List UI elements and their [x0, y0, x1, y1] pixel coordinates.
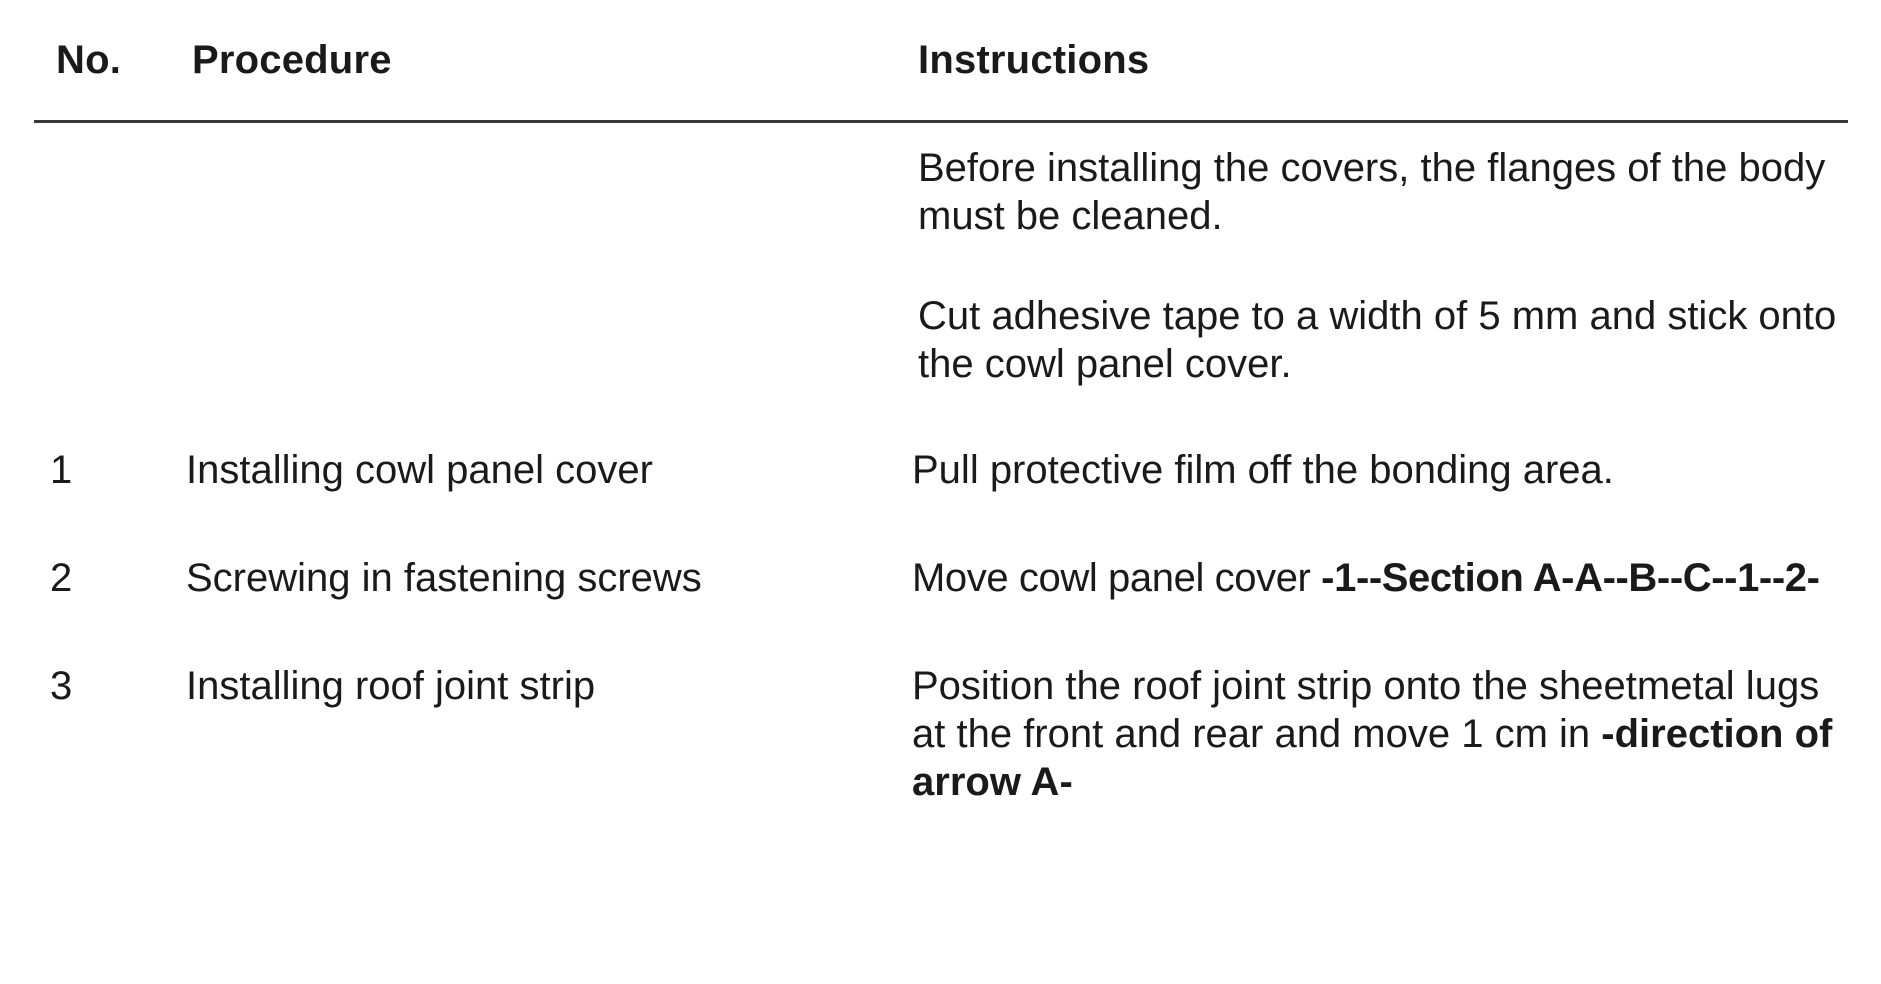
row-instruction	[912, 554, 1820, 602]
pre-note-adhesive-tape: Cut adhesive tape to a width of 5 mm and stick onto the cowl panel cover.	[918, 294, 1837, 386]
row-number: 2	[50, 556, 73, 600]
row-procedure: Installing roof joint strip	[186, 664, 596, 708]
row-instruction-reference: -direction of arrow A-	[912, 712, 1833, 804]
row-instruction	[912, 662, 1842, 806]
row-instruction-reference: -1--Section A-A--B--C--1--2-	[1321, 556, 1820, 600]
header-no: No.	[56, 38, 122, 82]
row-number: 3	[50, 664, 73, 708]
header-instructions: Instructions	[918, 38, 1150, 82]
row-number: 1	[50, 448, 73, 492]
header-divider	[34, 120, 1848, 123]
pre-note-clean-flanges: Before installing the covers, the flanges of the body must be cleaned.	[918, 146, 1826, 238]
row-procedure: Screwing in fastening screws	[186, 556, 702, 600]
header-procedure: Procedure	[192, 38, 392, 82]
row-instruction: Pull protective film off the bonding area.	[912, 448, 1614, 492]
row-instruction-text: Position the roof joint strip onto the sheetmetal lugs at the front and rear and move 1 cm in	[912, 664, 1820, 756]
row-procedure: Installing cowl panel cover	[186, 448, 653, 492]
row-instruction-text: Move cowl panel cover	[912, 556, 1322, 600]
